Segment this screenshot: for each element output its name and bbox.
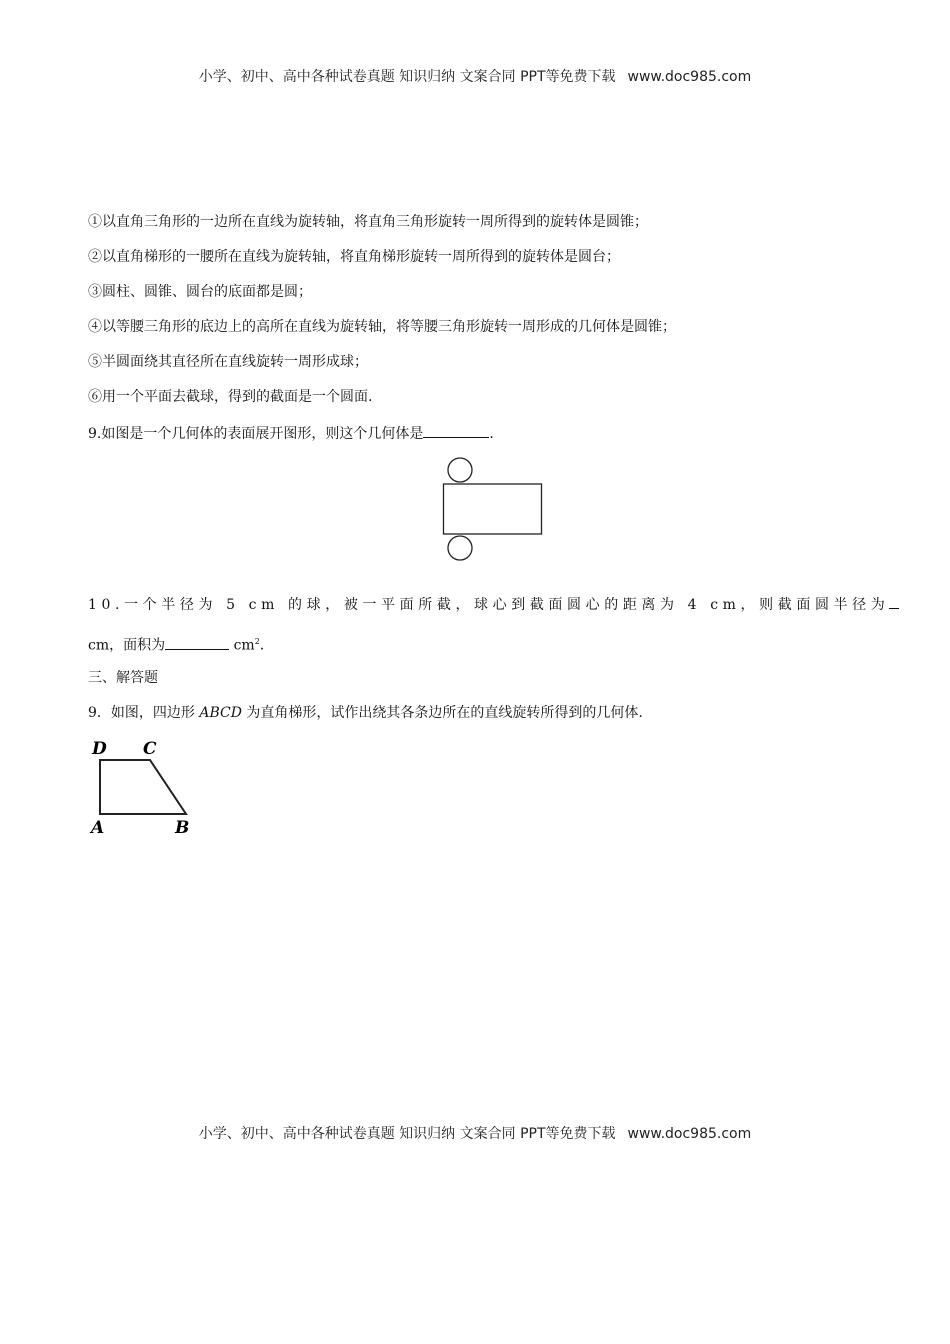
statement-1: ①以直角三角形的一边所在直线为旋转轴，将直角三角形旋转一周所得到的旋转体是圆锥； [88,214,648,230]
trapezoid-abcd [100,760,186,814]
statement-4: ④以等腰三角形的底边上的高所在直线为旋转轴，将等腰三角形旋转一周形成的几何体是圆锥； [88,319,676,335]
question-9-end: . [489,426,494,442]
header-text: 小学、初中、高中各种试卷真题 知识归纳 文案合同 PPT等免费下载 [198,69,616,85]
trapezoid-figure [86,736,202,840]
statement-3: ③圆柱、圆锥、圆台的底面都是圆； [88,284,312,300]
question-10-text-2: cm，面积为 [88,637,166,654]
page-footer [0,1123,950,1143]
statement-6: ⑥用一个平面去截球，得到的截面是一个圆面. [88,389,373,405]
label-b: B [175,818,190,838]
question-9b-post: 为直角梯形，试作出绕其各条边所在的直线旋转所得到的几何体. [241,705,643,721]
question-9b-pre: 9．如图，四边形 [88,705,200,721]
question-10-line-2 [88,632,264,656]
net-rectangle [444,484,542,534]
label-d: D [92,739,107,759]
question-9b-italic: ABCD [199,705,242,721]
page-header [0,66,950,86]
radius-blank[interactable] [889,594,899,609]
question-9-text: 9.如图是一个几何体的表面展开图形，则这个几何体是 [88,426,424,442]
statement-5: ⑤半圆面绕其直径所在直线旋转一周形成球； [88,354,368,370]
bottom-circle [448,536,472,560]
question-9b [88,703,643,723]
question-10-text: 10.一个半径为 5 cm 的球，被一平面所截，球心到截面圆心的距离为 4 cm，则截面圆半径为 [88,597,890,613]
label-c: C [143,739,157,759]
footer-url[interactable]: www.doc985.com [627,1126,752,1142]
top-circle [448,458,472,482]
cylinder-net-figure [436,455,548,565]
statement-2: ②以直角梯形的一腰所在直线为旋转轴，将直角梯形旋转一周所得到的旋转体是圆台； [88,249,620,265]
label-a: A [91,818,105,838]
area-blank[interactable] [165,635,229,650]
question-9 [88,423,494,444]
header-url[interactable]: www.doc985.com [627,69,752,85]
footer-text: 小学、初中、高中各种试卷真题 知识归纳 文案合同 PPT等免费下载 [198,1126,616,1142]
question-10-unit: cm [229,637,255,654]
question-10-end: . [259,637,265,654]
section-heading: 三、解答题 [88,670,158,686]
answer-blank[interactable] [423,423,489,438]
question-10-line-1 [88,594,899,615]
unit-superscript: 2 [254,637,260,646]
